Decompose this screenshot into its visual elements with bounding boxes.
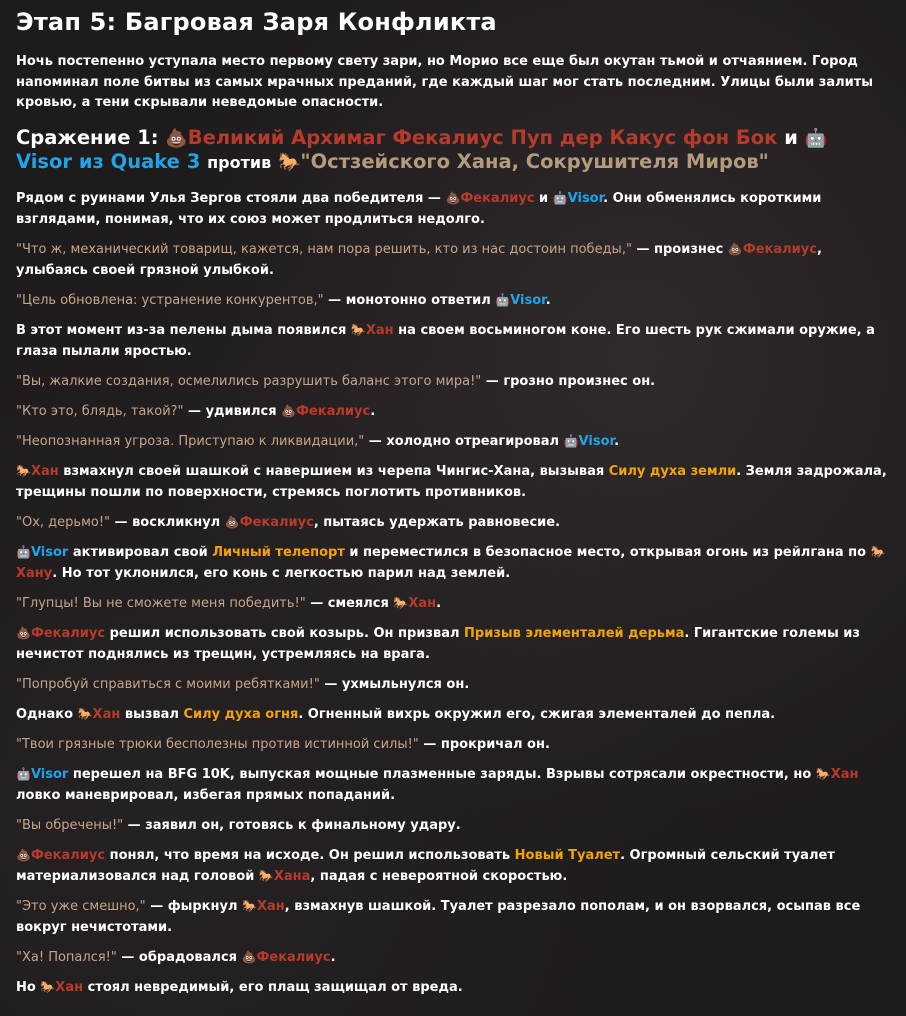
text-fragment: Силу духа земли bbox=[608, 463, 737, 479]
text-fragment: активировал свой bbox=[68, 544, 213, 560]
paragraph bbox=[16, 542, 892, 584]
horse-icon: 🐎 bbox=[242, 898, 257, 913]
robot-icon: 🤖 bbox=[16, 766, 31, 781]
text-fragment: "Вы, жалкие создания, осмелились разрушить баланс этого мира!" bbox=[16, 373, 482, 389]
paragraph bbox=[16, 431, 892, 452]
paragraph bbox=[16, 320, 892, 362]
text-fragment: и bbox=[534, 190, 553, 206]
text-fragment: Фекалиус bbox=[256, 949, 331, 965]
fighter-khan: "Остзейского Хана, Сокрушителя Миров" bbox=[300, 149, 769, 173]
vs-word: против bbox=[207, 152, 272, 172]
poop-icon: 💩 bbox=[165, 127, 188, 149]
text-fragment: — грозно произнес он. bbox=[481, 373, 656, 389]
horse-icon: 🐎 bbox=[393, 595, 409, 610]
text-fragment: . bbox=[370, 403, 376, 419]
paragraph bbox=[16, 512, 892, 533]
text-fragment: Visor bbox=[30, 766, 69, 782]
robot-icon: 🤖 bbox=[563, 433, 579, 448]
text-fragment: , падая с невероятной скоростью. bbox=[310, 868, 568, 884]
text-fragment: Однако bbox=[16, 706, 78, 722]
poop-icon: 💩 bbox=[16, 625, 31, 640]
text-fragment: — прокричал он. bbox=[418, 736, 550, 752]
text-fragment: , пытаясь удержать равновесие. bbox=[313, 514, 561, 530]
fighter-fekalius: Великий Архимаг Фекалиус Пуп дер Какус фон Бок bbox=[187, 125, 778, 149]
text-fragment: "Твои грязные трюки бесполезны против истинной силы!" bbox=[16, 736, 419, 752]
text-fragment: перешел на BFG 10K, выпуская мощные плазменные заряды. Взрывы сотрясали окрестности, но bbox=[68, 766, 816, 782]
text-fragment: Призыв элементалей дерьма bbox=[464, 625, 685, 641]
poop-icon: 💩 bbox=[241, 949, 257, 964]
text-fragment: . bbox=[545, 292, 551, 308]
horse-icon: 🐎 bbox=[277, 151, 301, 173]
text-fragment: стоял невредимый, его плащ защищал от вреда. bbox=[83, 979, 463, 995]
horse-icon: 🐎 bbox=[350, 322, 366, 337]
text-fragment: ловко маневрировал, избегая прямых попаданий. bbox=[16, 787, 396, 803]
robot-icon: 🤖 bbox=[16, 544, 31, 559]
text-fragment: Visor bbox=[567, 190, 604, 206]
poop-icon: 💩 bbox=[224, 514, 240, 529]
text-fragment: Хан bbox=[256, 898, 285, 914]
text-fragment: . Земля задрожала, трещины пошли по поверхности, стремясь поглотить противников. bbox=[16, 463, 887, 500]
poop-icon: 💩 bbox=[16, 847, 31, 862]
text-fragment: Рядом с руинами Улья Зергов стояли два победителя — bbox=[16, 190, 446, 206]
text-fragment: . Огненный вихрь окружил его, сжигая элементалей до пепла. bbox=[298, 706, 776, 722]
text-fragment: "Это уже смешно," bbox=[16, 898, 146, 914]
text-fragment: "Кто это, блядь, такой?" bbox=[16, 403, 184, 419]
text-fragment: "Вы обречены!" bbox=[16, 817, 124, 833]
text-fragment: . bbox=[436, 595, 442, 611]
horse-icon: 🐎 bbox=[258, 868, 274, 883]
text-fragment: взмахнул своей шашкой с навершием из черепа Чингис-Хана, вызывая bbox=[58, 463, 609, 479]
page-title: Этап 5: Багровая Заря Конфликта bbox=[16, 8, 497, 36]
text-fragment: "Попробуй справиться с моими ребятками!" bbox=[16, 676, 320, 692]
robot-icon: 🤖 bbox=[804, 127, 828, 149]
text-fragment: Хан bbox=[92, 706, 121, 722]
text-fragment: Фекалиус bbox=[239, 514, 314, 530]
paragraph bbox=[16, 290, 892, 311]
text-fragment: Фекалиус bbox=[296, 403, 371, 419]
poop-icon: 💩 bbox=[281, 403, 297, 418]
paragraph bbox=[16, 371, 892, 392]
text-fragment: , взмахнув шашкой. Туалет разрезало пополам, и он взорвался, осыпав все вокруг нечистотами. bbox=[16, 898, 861, 935]
text-fragment: — монотонно ответил bbox=[323, 292, 496, 308]
fighter-visor: Visor из Quake 3 bbox=[16, 149, 201, 173]
text-fragment: "Цель обновлена: устранение конкурентов," bbox=[16, 292, 324, 308]
paragraph bbox=[16, 845, 892, 887]
text-fragment: Фекалиус bbox=[460, 190, 535, 206]
poop-icon: 💩 bbox=[727, 241, 743, 256]
paragraph bbox=[16, 401, 892, 422]
text-fragment: решил использовать свой козырь. Он призвал bbox=[105, 625, 465, 641]
text-fragment: — обрадовался bbox=[116, 949, 242, 965]
text-fragment: — удивился bbox=[183, 403, 282, 419]
text-fragment: "Что ж, механический товарищ, кажется, нам пора решить, кто из нас достоин победы," bbox=[16, 241, 632, 257]
text-fragment: Хана bbox=[273, 868, 311, 884]
horse-icon: 🐎 bbox=[77, 706, 93, 721]
paragraph bbox=[16, 977, 892, 998]
text-fragment: Visor bbox=[510, 292, 546, 308]
horse-icon: 🐎 bbox=[815, 766, 831, 781]
text-fragment: . Они обменялись короткими взглядами, понимая, что их союз может продлиться недолго. bbox=[16, 190, 822, 227]
text-fragment: Visor bbox=[30, 544, 69, 560]
text-fragment: Личный телепорт bbox=[212, 544, 345, 560]
text-fragment: — смеялся bbox=[305, 595, 394, 611]
text-fragment: Хан bbox=[30, 463, 59, 479]
paragraph bbox=[16, 623, 892, 665]
paragraph bbox=[16, 815, 892, 836]
paragraph bbox=[16, 593, 892, 614]
paragraph bbox=[16, 764, 892, 806]
and-word: и bbox=[784, 125, 798, 149]
text-fragment: Хану bbox=[16, 565, 53, 581]
text-fragment: вызвал bbox=[120, 706, 184, 722]
text-fragment: и переместился в безопасное место, открывая огонь из рейлгана по bbox=[344, 544, 871, 560]
paragraph bbox=[16, 188, 892, 230]
text-fragment: . Огромный сельский туалет материализовался над головой bbox=[16, 847, 835, 884]
text-fragment: Хан bbox=[55, 979, 84, 995]
text-fragment: Хан bbox=[830, 766, 859, 782]
text-fragment: Но bbox=[16, 979, 41, 995]
horse-icon: 🐎 bbox=[870, 544, 886, 559]
battle-label: Сражение 1: bbox=[16, 125, 159, 149]
text-fragment: "Глупцы! Вы не сможете меня победить!" bbox=[16, 595, 306, 611]
battle-heading bbox=[16, 126, 892, 174]
battle-log bbox=[16, 188, 892, 998]
story-container bbox=[16, 0, 892, 1007]
text-fragment: . Но тот уклонился, его конь с легкостью парил над землей. bbox=[52, 565, 511, 581]
text-fragment: "Ох, дерьмо!" bbox=[16, 514, 111, 530]
text-fragment: . bbox=[614, 433, 620, 449]
paragraph bbox=[16, 896, 892, 938]
paragraph bbox=[16, 947, 892, 968]
text-fragment: Фекалиус bbox=[742, 241, 817, 257]
text-fragment: Новый Туалет bbox=[514, 847, 621, 863]
paragraph bbox=[16, 239, 892, 281]
text-fragment: — произнес bbox=[631, 241, 728, 257]
text-fragment: — ухмыльнулся он. bbox=[319, 676, 470, 692]
text-fragment: Фекалиус bbox=[30, 625, 106, 641]
text-fragment: Фекалиус bbox=[30, 847, 106, 863]
text-fragment: Силу духа огня bbox=[183, 706, 299, 722]
text-fragment: — холодно отреагировал bbox=[364, 433, 564, 449]
text-fragment: . bbox=[330, 949, 336, 965]
robot-icon: 🤖 bbox=[495, 292, 511, 307]
text-fragment: В этот момент из-за пелены дыма появился bbox=[16, 322, 351, 338]
poop-icon: 💩 bbox=[445, 190, 461, 205]
paragraph bbox=[16, 461, 892, 503]
paragraph bbox=[16, 674, 892, 695]
text-fragment: , улыбаясь своей грязной улыбкой. bbox=[16, 241, 822, 278]
horse-icon: 🐎 bbox=[16, 463, 31, 478]
text-fragment: Хан bbox=[365, 322, 394, 338]
robot-icon: 🤖 bbox=[552, 190, 568, 205]
text-fragment: Хан bbox=[408, 595, 437, 611]
text-fragment: "Ха! Попался!" bbox=[16, 949, 117, 965]
text-fragment: Visor bbox=[578, 433, 615, 449]
paragraph bbox=[16, 704, 892, 725]
horse-icon: 🐎 bbox=[40, 979, 56, 994]
text-fragment: понял, что время на исходе. Он решил использовать bbox=[105, 847, 515, 863]
text-fragment: "Неопознанная угроза. Приступаю к ликвидации," bbox=[16, 433, 365, 449]
text-fragment: — фыркнул bbox=[145, 898, 243, 914]
text-fragment: . Гигантские големы из нечистот поднялись из трещин, устремляясь на врага. bbox=[16, 625, 860, 662]
text-fragment: — воскликнул bbox=[110, 514, 225, 530]
text-fragment: на своем восьминогом коне. Его шесть рук сжимали оружие, а глаза пылали яростью. bbox=[16, 322, 875, 359]
paragraph bbox=[16, 734, 892, 755]
intro-paragraph: Ночь постепенно уступала место первому свету зари, но Морио все еще был окутан тьмой и отчаянием. Город напоминал поле битвы из самых мрачных преданий, где каждый шаг мог стать последним. Улицы были залиты кровью, а тени скрывали неведомые опасности. bbox=[16, 54, 874, 110]
text-fragment: — заявил он, готовясь к финальному удару. bbox=[123, 817, 461, 833]
